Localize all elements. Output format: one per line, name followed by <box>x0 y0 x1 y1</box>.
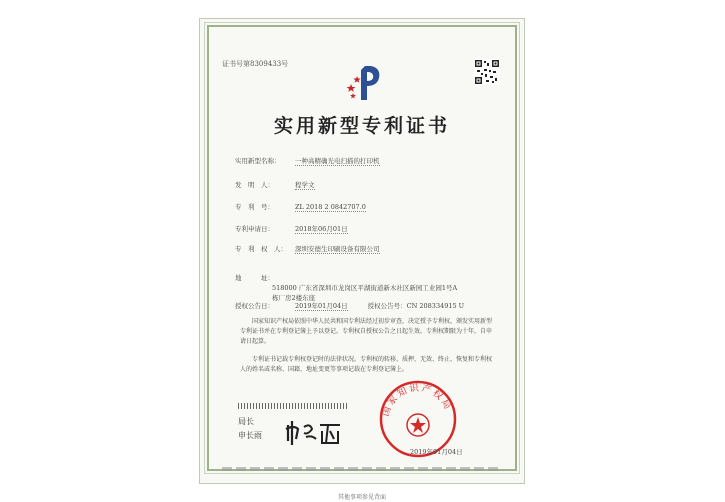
announcement-number: 授权公告号：CN 208334915 U <box>367 302 465 310</box>
field-application-date: 专利申请日： 2018年06月01日 <box>235 225 348 233</box>
field-patent-number: 专 利 号： ZL 2018 2 0842707.0 <box>235 203 366 211</box>
director-title: 局长 <box>238 417 254 426</box>
field-address-label: 地 址： <box>235 274 274 282</box>
qr-code-icon <box>474 59 500 85</box>
patent-office-logo-icon <box>345 64 385 102</box>
director-name: 申长雨 <box>238 431 262 440</box>
barcode <box>238 403 348 409</box>
certificate-serial: 证书号第8309433号 <box>222 60 289 68</box>
certificate-footer-note: 其他事项参见背面 <box>337 494 386 501</box>
certificate-paragraph-1: 国家知识产权局依照中华人民共和国专利法经过初步审查，决定授予专利权，颁发实用新型专利证书并在专利登记簿上予以登记。专利权自授权公告之日起生效。专利权期限为十年，自申请日起算。 <box>240 318 493 345</box>
field-patentee: 专 利 权 人： 深圳安德生印刷设备有限公司 <box>235 245 380 253</box>
field-inventor: 发 明 人： 程学文 <box>235 181 315 189</box>
svg-text:国家知识产权局: 国家知识产权局 <box>380 382 454 418</box>
field-address: 518000 广东省深圳市龙岗区平湖街道新木社区新园工业园1号A栋厂房2楼东座 <box>272 284 458 302</box>
director-signature <box>284 417 344 447</box>
certificate-paragraph-2: 专利证书记载专利权登记时的法律状况。专利权的转移、质押、无效、终止、恢复和专利权人的姓名或名称、国籍、地址变更等事项记载在专利登记簿上。 <box>240 356 493 373</box>
field-utility-model-name: 实用新型名称： 一种高精确光电扫描的打印机 <box>235 157 380 165</box>
patent-certificate <box>199 18 525 501</box>
certificate-title: 实用新型专利证书 <box>273 115 450 137</box>
decorative-footer-rule <box>222 467 502 471</box>
field-grant-date: 授权公告日： 2019年01月04日 授权公告号：CN 208334915 U <box>235 302 465 310</box>
seal-date: 2019年01月04日 <box>410 448 463 456</box>
